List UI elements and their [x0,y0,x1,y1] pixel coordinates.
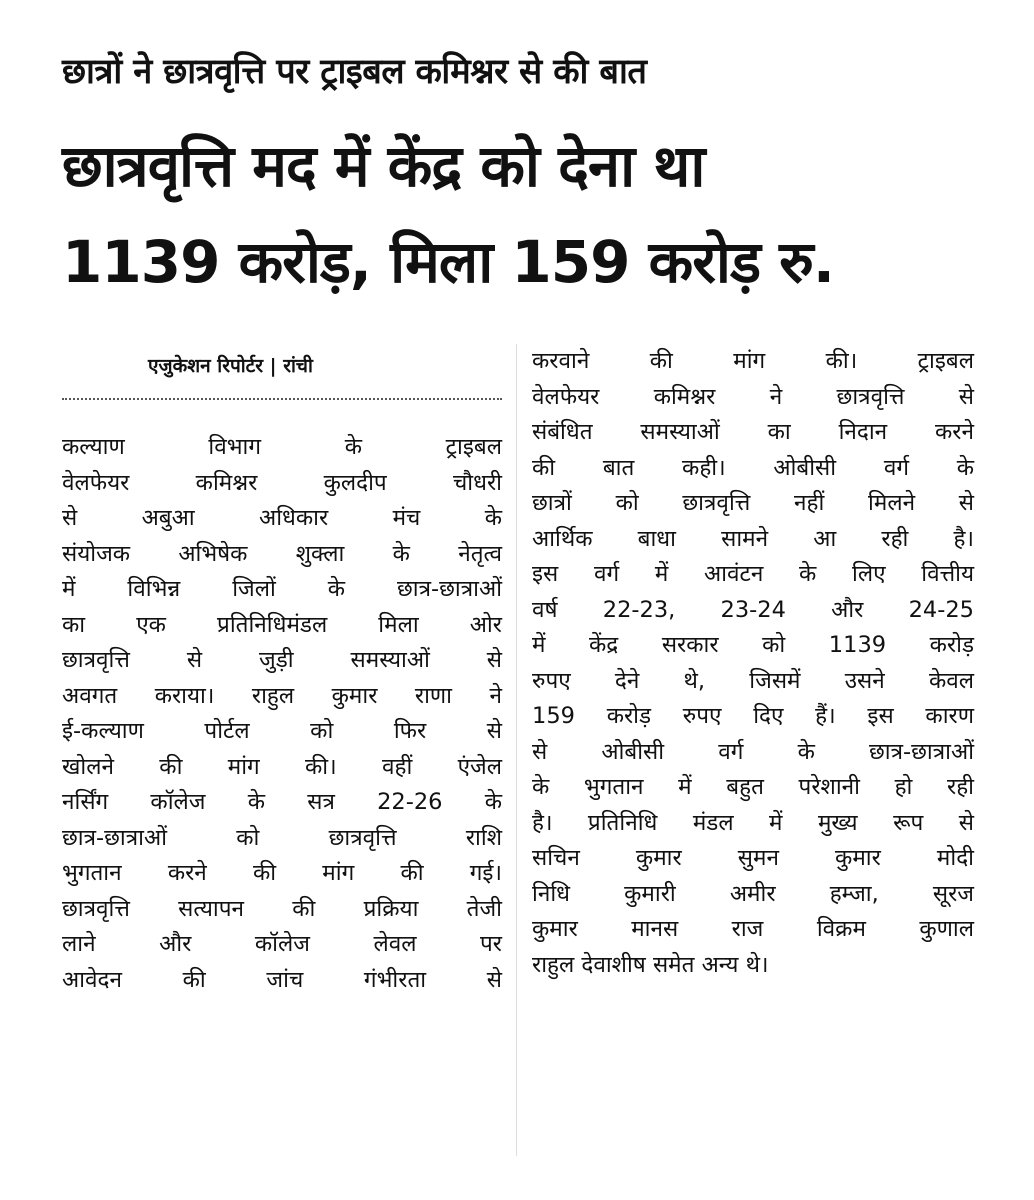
body-line: निधि कुमारी अमीर हम्जा, सूरज [532,880,974,907]
headline-line-2: 1139 करोड़, मिला 159 करोड़ रु. [62,228,834,296]
body-line: में विभिन्न जिलों के छात्र-छात्राओं [62,576,502,602]
body-line: संबंधित समस्याओं का निदान करने [532,419,974,445]
body-line: लाने और कॉलेज लेवल पर [62,931,502,957]
kicker-headline: छात्रों ने छात्रवृत्ति पर ट्राइबल कमिश्नर से की बात [62,52,647,92]
body-line: नर्सिंग कॉलेज के सत्र 22-26 के [62,789,502,815]
body-line: छात्रवृत्ति से जुड़ी समस्याओं से [62,647,502,673]
body-line: से ओबीसी वर्ग के छात्र-छात्राओं [532,738,974,765]
body-line: कुमार मानस राज विक्रम कुणाल [532,916,974,942]
headline-line-1: छात्रवृत्ति मद में केंद्र को देना था [62,132,705,200]
body-line: वेलफेयर कमिश्नर कुलदीप चौधरी [62,469,502,496]
body-line: है। प्रतिनिधि मंडल में मुख्य रूप से [532,809,974,836]
body-line: में केंद्र सरकार को 1139 करोड़ [532,632,974,658]
body-line: छात्रों को छात्रवृत्ति नहीं मिलने से [532,490,974,516]
body-line: छात्र-छात्राओं को छात्रवृत्ति राशि [62,824,502,851]
body-line: वर्ष 22-23, 23-24 और 24-25 [532,596,974,623]
body-line: ई-कल्याण पोर्टल को फिर से [62,718,502,744]
body-line: कल्याण विभाग के ट्राइबल [62,434,502,460]
body-line: के भुगतान में बहुत परेशानी हो रही [532,774,974,800]
body-line: वेलफेयर कमिश्नर ने छात्रवृत्ति से [532,383,974,410]
body-line: का एक प्रतिनिधिमंडल मिला ओर [62,611,502,638]
article-column-left [62,430,502,998]
body-line: संयोजक अभिषेक शुक्ला के नेतृत्व [62,540,502,567]
body-line: इस वर्ग में आवंटन के लिए वित्तीय [532,561,974,587]
body-line: करवाने की मांग की। ट्राइबल [532,348,974,374]
body-line: की बात कही। ओबीसी वर्ग के [532,454,974,481]
body-line: छात्रवृत्ति सत्यापन की प्रक्रिया तेजी [62,895,502,922]
column-rule [516,344,517,1156]
body-line: राहुल देवाशीष समेत अन्य थे। [532,951,769,978]
body-line: आर्थिक बाधा सामने आ रही है। [532,525,974,552]
body-line: आवेदन की जांच गंभीरता से [62,966,502,993]
byline-divider [62,398,502,400]
body-line: अवगत कराया। राहुल कुमार राणा ने [62,682,502,709]
byline: एजुकेशन रिपोर्टर | रांची [148,355,313,377]
article-column-right [532,344,974,983]
body-line: 159 करोड़ रुपए दिए हैं। इस कारण [532,703,974,729]
body-line: से अबुआ अधिकार मंच के [62,505,502,531]
body-line: सचिन कुमार सुमन कुमार मोदी [532,845,974,871]
main-headline [62,118,1012,310]
body-line: रुपए देने थे, जिसमें उसने केवल [532,667,974,694]
body-line: खोलने की मांग की। वहीं एंजेल [62,753,502,780]
body-line: भुगतान करने की मांग की गई। [62,860,502,886]
